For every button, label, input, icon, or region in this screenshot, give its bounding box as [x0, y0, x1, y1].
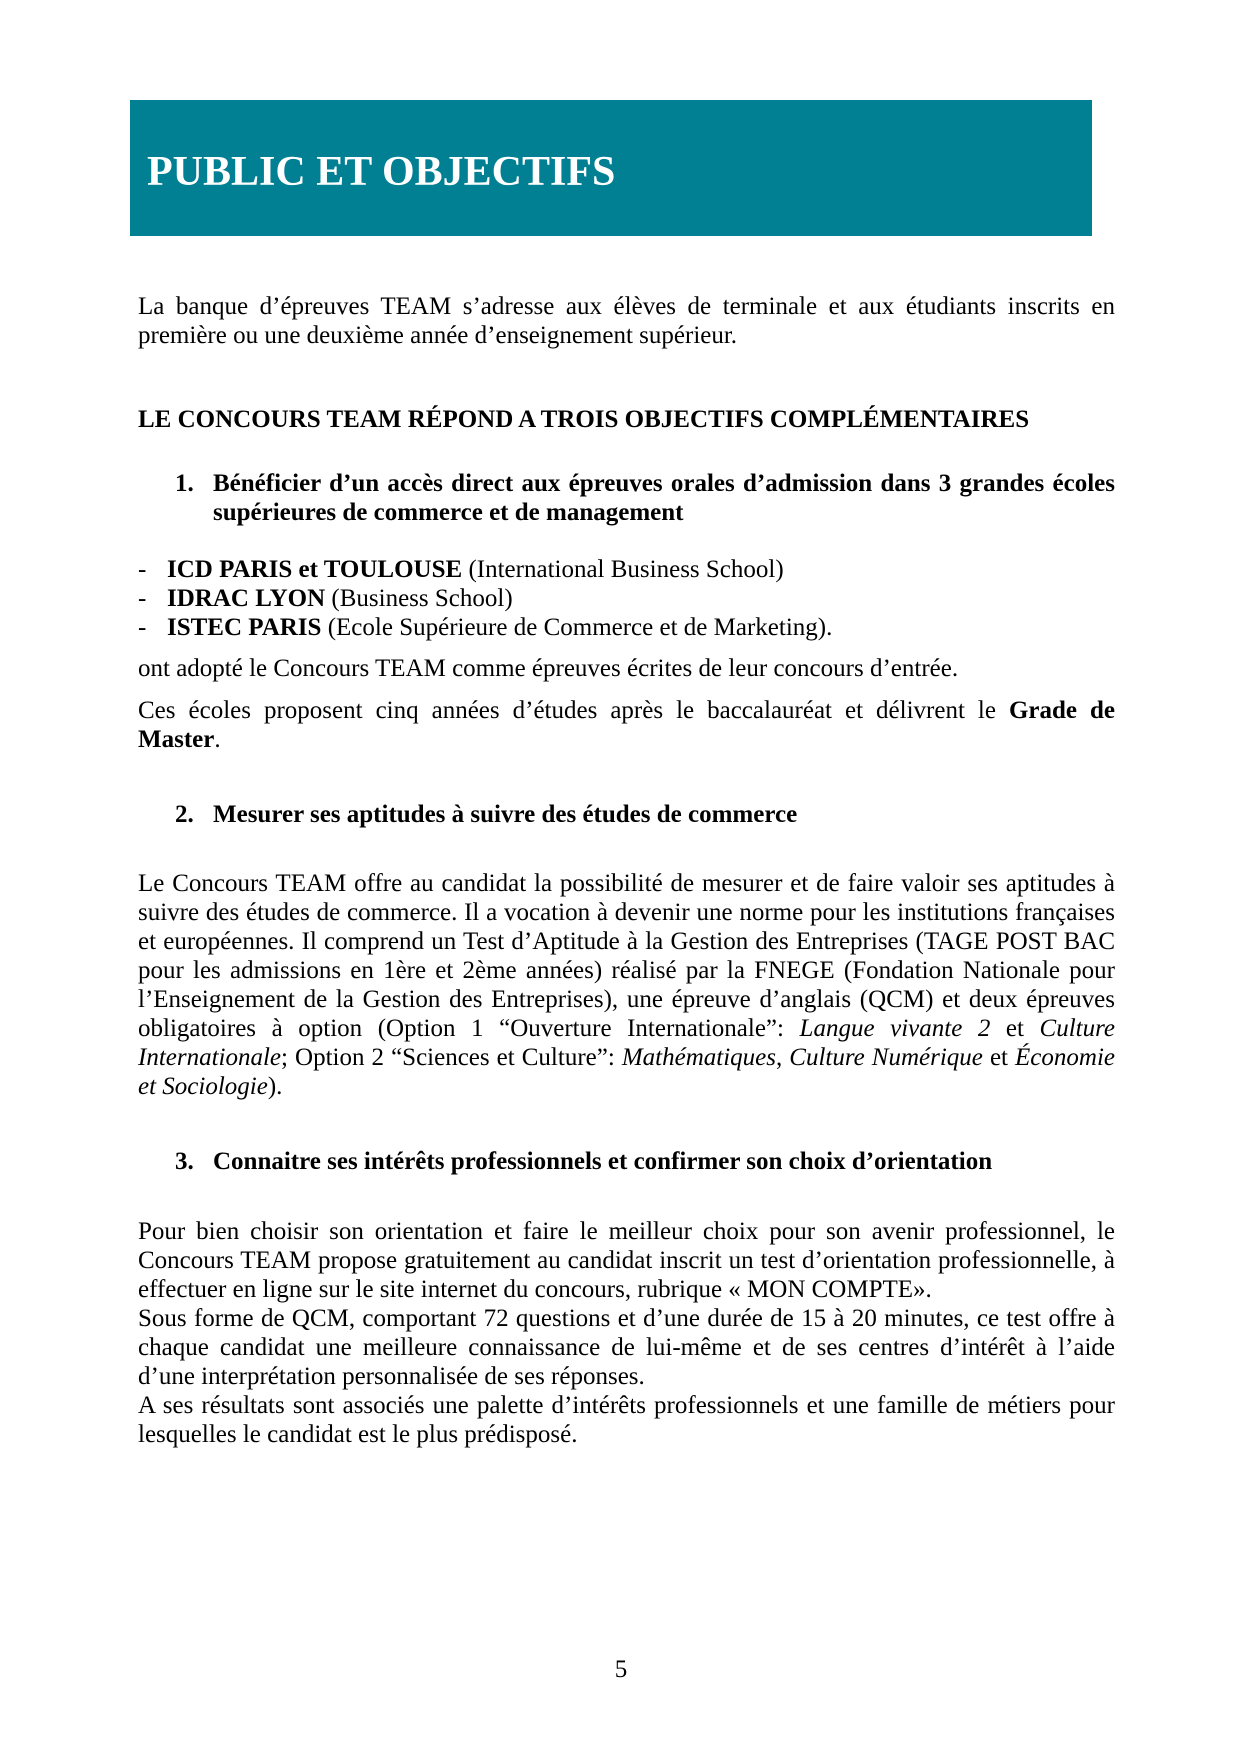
bullet-dash: -: [138, 585, 147, 612]
section-heading: LE CONCOURS TEAM RÉPOND A TROIS OBJECTIFS COMPLÉMENTAIRES: [138, 406, 1030, 433]
master-end: .: [214, 726, 221, 753]
objective-number: 3.: [175, 1148, 194, 1175]
objective-title: Mesurer ses aptitudes à suivre des études de commerce: [213, 801, 798, 828]
text: ).: [267, 1073, 283, 1100]
bullet-dash: -: [138, 614, 147, 641]
school-name: ISTEC PARIS: [167, 614, 322, 641]
paragraph-line: Pour bien choisir son orientation et faire le meilleur choix pour son avenir professionnel, le Concours TEAM propose gratuitement au candidat inscrit un test d’orientation professionnelle, à effectuer en ligne sur le site internet du concours, rubrique « MON COMPTE».: [138, 1218, 1115, 1303]
school-name: ICD PARIS et TOULOUSE: [167, 556, 463, 583]
text: et: [990, 1015, 1040, 1042]
master-paragraph: [138, 696, 1115, 754]
school-desc: (Ecole Supérieure de Commerce et de Marketing).: [321, 614, 833, 641]
master-text: Ces écoles proposent cinq années d’études après le baccalauréat et délivrent le: [138, 697, 1009, 724]
italic-text: Culture Internationale: [138, 1015, 1115, 1071]
italic-text: Langue vivante 2: [799, 1015, 991, 1042]
text: ; Option 2 “Sciences et Culture”:: [281, 1044, 622, 1071]
page-number: 5: [614, 1656, 628, 1683]
orientation-paragraph: [138, 1217, 1115, 1449]
italic-text: Mathématiques: [621, 1044, 776, 1071]
page-title: PUBLIC ET OBJECTIFS: [147, 149, 616, 195]
objective-number: 1.: [175, 470, 194, 497]
intro-paragraph: La banque d’épreuves TEAM s’adresse aux élèves de terminale et aux étudiants inscrits en première ou une deuxième année d’enseignement supérieur.: [138, 293, 1115, 349]
school-item: [167, 613, 832, 642]
objective-title: Connaitre ses intérêts professionnels et confirmer son choix d’orientation: [213, 1148, 993, 1175]
master-grade: Grade de Master: [138, 697, 1115, 753]
text: et: [982, 1044, 1016, 1071]
aptitude-paragraph: [138, 869, 1115, 1101]
adopted-paragraph: ont adopté le Concours TEAM comme épreuves écrites de leur concours d’entrée.: [138, 655, 959, 682]
paragraph-line: Sous forme de QCM, comportant 72 questions et d’une durée de 15 à 20 minutes, ce test offre à chaque candidat une meilleure connaissance de lui-même et de ses centres d’intérêt à l’aide d’une interprétation personnalisée de ses réponses.: [138, 1305, 1115, 1390]
school-desc: (International Business School): [462, 556, 784, 583]
title-banner: [130, 100, 1092, 236]
school-desc: (Business School): [325, 585, 513, 612]
school-name: IDRAC LYON: [167, 585, 326, 612]
school-item: [167, 584, 513, 613]
paragraph-line: A ses résultats sont associés une palette d’intérêts professionnels et une famille de métiers pour lesquelles le candidat est le plus prédisposé.: [138, 1392, 1115, 1448]
text: Le Concours TEAM offre au candidat la possibilité de mesurer et de faire valoir ses aptitudes à suivre des études de commerce. Il a vocation à devenir une norme pour les institutions françaises et européennes. Il comprend un Test d’Aptitude à la Gestion des Entreprises (TAGE POST BAC pour les admissions en 1ère et 2ème années) réalisé par la FNEGE (Fondation Nationale pour l’Enseignement de la Gestion des Entreprises), une épreuve d’anglais (QCM) et deux épreuves obligatoires à option (Option 1 “Ouverture Internationale”:: [138, 870, 1115, 1042]
text: ,: [775, 1044, 790, 1071]
school-item: [167, 555, 784, 584]
italic-text: Économie et Sociologie: [138, 1044, 1115, 1100]
italic-text: Culture Numérique: [789, 1044, 983, 1071]
bullet-dash: -: [138, 556, 147, 583]
objective-number: 2.: [175, 801, 194, 828]
objective-title: Bénéficier d’un accès direct aux épreuves orales d’admission dans 3 grandes écoles supérieures de commerce et de management: [213, 470, 1115, 526]
